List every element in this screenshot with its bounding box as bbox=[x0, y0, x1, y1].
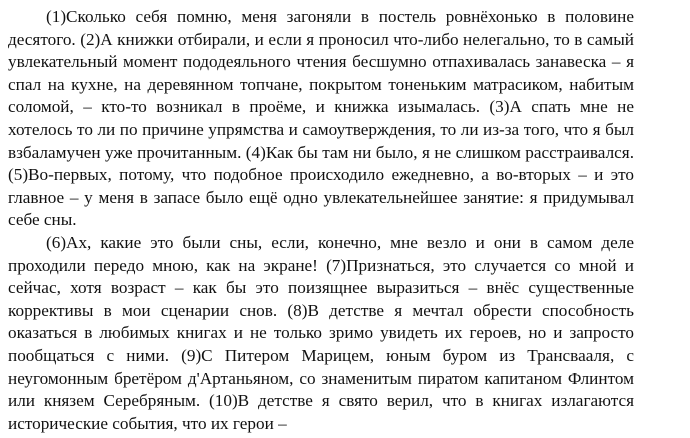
paragraph-2: (6)Ах, какие это были сны, если, конечно, мне везло и они в самом деле проходили передо мною, как на экране! (7)Признаться, это случается со мной и сейчас, хотя возраст – как бы это поизящнее выразиться – внёс существенные коррективы в мои сценарии снов. (8)В детстве я мечтал обрести способность оказаться в любимых книгах и не только зримо увидеть их героев, но и запросто пообщаться с ними. (9)С Питером Марицем, юным буром из Трансвааля, с неугомонным бретёром д'Артаньяном, со знаменитым пиратом капитаном Флинтом или князем Серебряным. (10)В детстве я свято верил, что в книгах излагаются исторические события, что их герои – bbox=[8, 232, 634, 433]
paragraph-1: (1)Сколько себя помню, меня загоняли в постель ровнёхонько в половине десятого. (2)А книжки отбирали, и если я проносил что-либо нелегально, то в самый увлекательный момент пододеяльного чтения бесшумно отпахивалась занавеска – я спал на кухне, на деревянном топчане, покрытом тоненьким матрасиком, набитым соломой, – кто-то возникал в проёме, и книжка изымалась. (3)А спать мне не хотелось то ли по причине упрямства и самоутверждения, то ли из-за того, что я был взбаламучен уже прочитанным. (4)Как бы там ни было, я не слишком расстраивался. (5)Во-первых, потому, что подобное происходило ежедневно, а во-вторых – и это главное – у меня в запасе было ещё одно увлекательнейшее занятие: я придумывал себе сны. bbox=[8, 7, 634, 230]
